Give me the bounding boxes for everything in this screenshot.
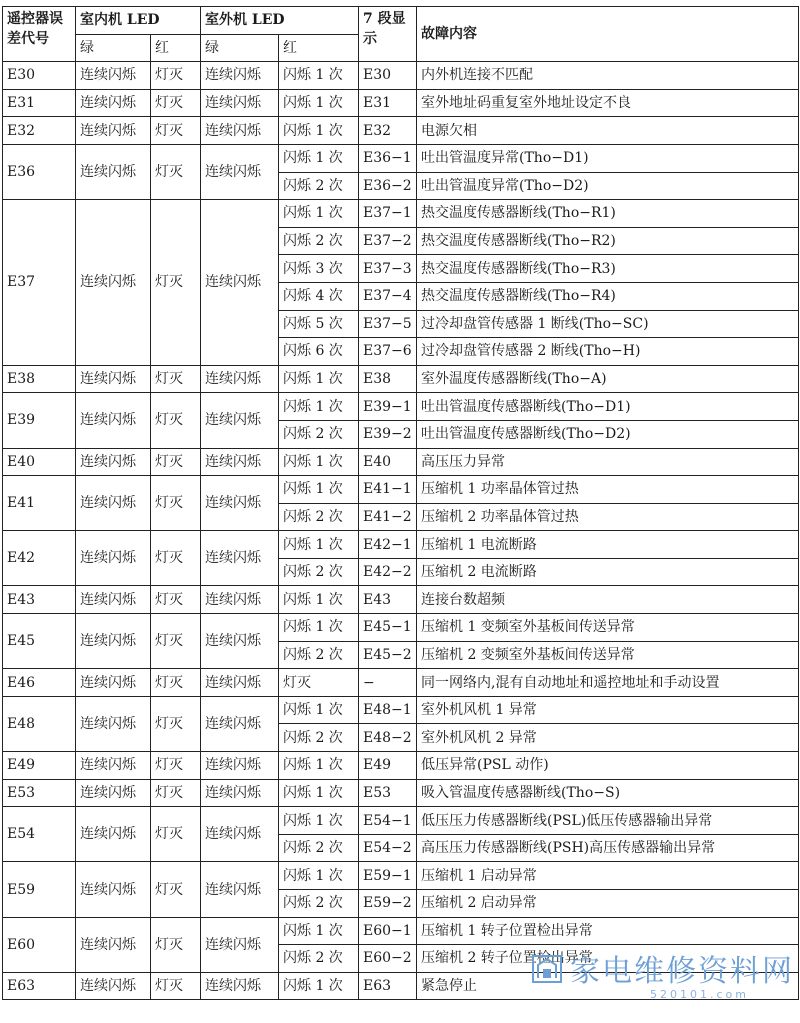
fault-desc-cell: 吐出管温度传感器断线(Tho−D1) <box>417 393 799 421</box>
outdoor-red-cell: 闪烁 2 次 <box>279 945 359 973</box>
seg-display-cell: E31 <box>359 89 417 117</box>
fault-desc-cell: 压缩机 2 转子位置检出异常 <box>417 945 799 973</box>
seg-display-cell: E54−2 <box>359 834 417 862</box>
outdoor-green-cell: 连续闪烁 <box>201 807 279 862</box>
table-row <box>3 365 799 393</box>
outdoor-red-cell: 闪烁 2 次 <box>279 834 359 862</box>
indoor-red-cell: 灯灭 <box>151 200 201 366</box>
indoor-green-cell: 连续闪烁 <box>76 531 151 586</box>
indoor-red-cell: 灯灭 <box>151 586 201 614</box>
seg-display-cell: E42−1 <box>359 531 417 559</box>
indoor-green-cell: 连续闪烁 <box>76 779 151 807</box>
outdoor-red-cell: 闪烁 1 次 <box>279 972 359 1000</box>
seg-display-cell: E45−1 <box>359 614 417 642</box>
seg-display-cell: E36−1 <box>359 144 417 172</box>
header-indoor-red: 红 <box>151 34 201 62</box>
error-code-cell: E53 <box>3 779 76 807</box>
seg-display-cell: E60−1 <box>359 917 417 945</box>
indoor-green-cell: 连续闪烁 <box>76 365 151 393</box>
indoor-green-cell: 连续闪烁 <box>76 862 151 917</box>
seg-display-cell: E32 <box>359 117 417 145</box>
header-outdoor-red: 红 <box>279 34 359 62</box>
table-row <box>3 62 799 90</box>
outdoor-red-cell: 闪烁 1 次 <box>279 696 359 724</box>
indoor-red-cell: 灯灭 <box>151 448 201 476</box>
header-outdoor-green: 绿 <box>201 34 279 62</box>
outdoor-red-cell: 闪烁 1 次 <box>279 62 359 90</box>
table-row <box>3 669 799 697</box>
header-fault: 故障内容 <box>417 7 799 62</box>
outdoor-red-cell: 闪烁 1 次 <box>279 779 359 807</box>
outdoor-green-cell: 连续闪烁 <box>201 586 279 614</box>
seg-display-cell: E37−1 <box>359 200 417 228</box>
error-code-cell: E63 <box>3 972 76 1000</box>
fault-desc-cell: 过冷却盘管传感器 1 断线(Tho−SC) <box>417 310 799 338</box>
outdoor-green-cell: 连续闪烁 <box>201 89 279 117</box>
outdoor-red-cell: 闪烁 1 次 <box>279 476 359 504</box>
seg-display-cell: E30 <box>359 62 417 90</box>
indoor-green-cell: 连续闪烁 <box>76 696 151 751</box>
seg-display-cell: E43 <box>359 586 417 614</box>
fault-desc-cell: 过冷却盘管传感器 2 断线(Tho−H) <box>417 338 799 366</box>
error-code-cell: E48 <box>3 696 76 751</box>
fault-desc-cell: 压缩机 2 变频室外基板间传送异常 <box>417 641 799 669</box>
fault-desc-cell: 高压压力传感器断线(PSH)高压传感器输出异常 <box>417 834 799 862</box>
outdoor-red-cell: 闪烁 2 次 <box>279 724 359 752</box>
fault-desc-cell: 吐出管温度异常(Tho−D2) <box>417 172 799 200</box>
outdoor-red-cell: 闪烁 5 次 <box>279 310 359 338</box>
table-row <box>3 807 799 835</box>
fault-desc-cell: 热交温度传感器断线(Tho−R3) <box>417 255 799 283</box>
seg-display-cell: E37−6 <box>359 338 417 366</box>
table-header <box>3 7 799 62</box>
table-row <box>3 779 799 807</box>
error-code-cell: E45 <box>3 614 76 669</box>
table-row <box>3 89 799 117</box>
table-row <box>3 144 799 172</box>
error-code-cell: E32 <box>3 117 76 145</box>
table-row <box>3 448 799 476</box>
indoor-red-cell: 灯灭 <box>151 89 201 117</box>
outdoor-red-cell: 闪烁 2 次 <box>279 227 359 255</box>
fault-desc-cell: 室外机风机 2 异常 <box>417 724 799 752</box>
fault-desc-cell: 热交温度传感器断线(Tho−R4) <box>417 282 799 310</box>
seg-display-cell: E36−2 <box>359 172 417 200</box>
seg-display-cell: E49 <box>359 752 417 780</box>
table-row <box>3 476 799 504</box>
outdoor-green-cell: 连续闪烁 <box>201 365 279 393</box>
seg-display-cell: − <box>359 669 417 697</box>
seg-display-cell: E39−2 <box>359 420 417 448</box>
header-outdoor-led: 室外机 LED <box>201 7 359 35</box>
watermark-url: 520101.com <box>650 988 749 1001</box>
indoor-red-cell: 灯灭 <box>151 779 201 807</box>
indoor-green-cell: 连续闪烁 <box>76 917 151 972</box>
table-row <box>3 393 799 421</box>
indoor-red-cell: 灯灭 <box>151 614 201 669</box>
error-code-cell: E46 <box>3 669 76 697</box>
table-body <box>3 62 799 1000</box>
indoor-red-cell: 灯灭 <box>151 752 201 780</box>
error-code-cell: E43 <box>3 586 76 614</box>
outdoor-red-cell: 闪烁 1 次 <box>279 117 359 145</box>
table-row <box>3 917 799 945</box>
indoor-red-cell: 灯灭 <box>151 531 201 586</box>
error-code-cell: E60 <box>3 917 76 972</box>
outdoor-green-cell: 连续闪烁 <box>201 200 279 366</box>
outdoor-red-cell: 闪烁 1 次 <box>279 807 359 835</box>
fault-desc-cell: 热交温度传感器断线(Tho−R1) <box>417 200 799 228</box>
error-code-cell: E41 <box>3 476 76 531</box>
indoor-red-cell: 灯灭 <box>151 476 201 531</box>
outdoor-green-cell: 连续闪烁 <box>201 972 279 1000</box>
outdoor-green-cell: 连续闪烁 <box>201 917 279 972</box>
outdoor-green-cell: 连续闪烁 <box>201 862 279 917</box>
fault-desc-cell: 同一网络内,混有自动地址和遥控地址和手动设置 <box>417 669 799 697</box>
table-row <box>3 531 799 559</box>
outdoor-red-cell: 闪烁 2 次 <box>279 558 359 586</box>
outdoor-green-cell: 连续闪烁 <box>201 62 279 90</box>
fault-desc-cell: 电源欠相 <box>417 117 799 145</box>
outdoor-green-cell: 连续闪烁 <box>201 614 279 669</box>
seg-display-cell: E37−5 <box>359 310 417 338</box>
table-row <box>3 586 799 614</box>
seg-display-cell: E54−1 <box>359 807 417 835</box>
indoor-red-cell: 灯灭 <box>151 62 201 90</box>
error-code-cell: E42 <box>3 531 76 586</box>
seg-display-cell: E37−2 <box>359 227 417 255</box>
fault-desc-cell: 内外机连接不匹配 <box>417 62 799 90</box>
table-row <box>3 862 799 890</box>
outdoor-green-cell: 连续闪烁 <box>201 393 279 448</box>
outdoor-red-cell: 闪烁 2 次 <box>279 420 359 448</box>
seg-display-cell: E63 <box>359 972 417 1000</box>
table-row <box>3 752 799 780</box>
indoor-green-cell: 连续闪烁 <box>76 62 151 90</box>
indoor-red-cell: 灯灭 <box>151 917 201 972</box>
outdoor-red-cell: 闪烁 1 次 <box>279 144 359 172</box>
fault-desc-cell: 室外机风机 1 异常 <box>417 696 799 724</box>
indoor-green-cell: 连续闪烁 <box>76 614 151 669</box>
fault-desc-cell: 连接台数超频 <box>417 586 799 614</box>
fault-desc-cell: 压缩机 2 启动异常 <box>417 890 799 918</box>
outdoor-red-cell: 闪烁 2 次 <box>279 641 359 669</box>
outdoor-red-cell: 闪烁 1 次 <box>279 531 359 559</box>
seg-display-cell: E38 <box>359 365 417 393</box>
outdoor-red-cell: 闪烁 2 次 <box>279 172 359 200</box>
table-row <box>3 972 799 1000</box>
fault-desc-cell: 压缩机 1 变频室外基板间传送异常 <box>417 614 799 642</box>
error-code-cell: E31 <box>3 89 76 117</box>
fault-desc-cell: 紧急停止 <box>417 972 799 1000</box>
outdoor-green-cell: 连续闪烁 <box>201 117 279 145</box>
outdoor-green-cell: 连续闪烁 <box>201 669 279 697</box>
indoor-green-cell: 连续闪烁 <box>76 669 151 697</box>
indoor-red-cell: 灯灭 <box>151 696 201 751</box>
error-code-cell: E30 <box>3 62 76 90</box>
outdoor-red-cell: 闪烁 1 次 <box>279 365 359 393</box>
seg-display-cell: E48−1 <box>359 696 417 724</box>
indoor-green-cell: 连续闪烁 <box>76 144 151 199</box>
indoor-green-cell: 连续闪烁 <box>76 448 151 476</box>
seg-display-cell: E48−2 <box>359 724 417 752</box>
seg-display-cell: E37−3 <box>359 255 417 283</box>
outdoor-red-cell: 闪烁 1 次 <box>279 752 359 780</box>
outdoor-red-cell: 闪烁 3 次 <box>279 255 359 283</box>
header-indoor-green: 绿 <box>76 34 151 62</box>
seg-display-cell: E37−4 <box>359 282 417 310</box>
seg-display-cell: E59−1 <box>359 862 417 890</box>
outdoor-green-cell: 连续闪烁 <box>201 779 279 807</box>
outdoor-red-cell: 闪烁 1 次 <box>279 393 359 421</box>
error-code-cell: E38 <box>3 365 76 393</box>
indoor-green-cell: 连续闪烁 <box>76 752 151 780</box>
indoor-red-cell: 灯灭 <box>151 972 201 1000</box>
fault-desc-cell: 吐出管温度传感器断线(Tho−D2) <box>417 420 799 448</box>
fault-desc-cell: 压缩机 1 功率晶体管过热 <box>417 476 799 504</box>
error-code-cell: E59 <box>3 862 76 917</box>
fault-desc-cell: 吐出管温度异常(Tho−D1) <box>417 144 799 172</box>
header-seg-display: 7 段显示 <box>359 7 417 62</box>
fault-desc-cell: 压缩机 2 电流断路 <box>417 558 799 586</box>
indoor-red-cell: 灯灭 <box>151 862 201 917</box>
indoor-green-cell: 连续闪烁 <box>76 89 151 117</box>
outdoor-red-cell: 闪烁 1 次 <box>279 614 359 642</box>
fault-desc-cell: 压缩机 1 转子位置检出异常 <box>417 917 799 945</box>
fault-desc-cell: 压缩机 1 电流断路 <box>417 531 799 559</box>
indoor-red-cell: 灯灭 <box>151 807 201 862</box>
outdoor-red-cell: 闪烁 2 次 <box>279 503 359 531</box>
outdoor-red-cell: 闪烁 1 次 <box>279 862 359 890</box>
fault-desc-cell: 压缩机 1 启动异常 <box>417 862 799 890</box>
table-row <box>3 614 799 642</box>
outdoor-red-cell: 闪烁 1 次 <box>279 200 359 228</box>
header-indoor-led: 室内机 LED <box>76 7 201 35</box>
fault-desc-cell: 低压异常(PSL 动作) <box>417 752 799 780</box>
outdoor-red-cell: 闪烁 4 次 <box>279 282 359 310</box>
seg-display-cell: E59−2 <box>359 890 417 918</box>
outdoor-red-cell: 闪烁 2 次 <box>279 890 359 918</box>
fault-desc-cell: 室外地址码重复室外地址设定不良 <box>417 89 799 117</box>
outdoor-red-cell: 灯灭 <box>279 669 359 697</box>
indoor-red-cell: 灯灭 <box>151 365 201 393</box>
seg-display-cell: E60−2 <box>359 945 417 973</box>
error-code-cell: E36 <box>3 144 76 199</box>
seg-display-cell: E41−1 <box>359 476 417 504</box>
fault-desc-cell: 压缩机 2 功率晶体管过热 <box>417 503 799 531</box>
watermark-text: 家电维修资料网 <box>570 954 794 989</box>
seg-display-cell: E45−2 <box>359 641 417 669</box>
indoor-green-cell: 连续闪烁 <box>76 476 151 531</box>
table-row <box>3 117 799 145</box>
seg-display-cell: E42−2 <box>359 558 417 586</box>
error-code-cell: E49 <box>3 752 76 780</box>
indoor-green-cell: 连续闪烁 <box>76 807 151 862</box>
fault-desc-cell: 低压压力传感器断线(PSL)低压传感器输出异常 <box>417 807 799 835</box>
outdoor-red-cell: 闪烁 1 次 <box>279 917 359 945</box>
error-code-cell: E39 <box>3 393 76 448</box>
indoor-green-cell: 连续闪烁 <box>76 117 151 145</box>
seg-display-cell: E39−1 <box>359 393 417 421</box>
indoor-red-cell: 灯灭 <box>151 144 201 199</box>
indoor-green-cell: 连续闪烁 <box>76 972 151 1000</box>
indoor-red-cell: 灯灭 <box>151 669 201 697</box>
indoor-green-cell: 连续闪烁 <box>76 586 151 614</box>
error-code-cell: E54 <box>3 807 76 862</box>
outdoor-red-cell: 闪烁 1 次 <box>279 448 359 476</box>
fault-desc-cell: 室外温度传感器断线(Tho−A) <box>417 365 799 393</box>
indoor-red-cell: 灯灭 <box>151 393 201 448</box>
indoor-green-cell: 连续闪烁 <box>76 200 151 366</box>
outdoor-green-cell: 连续闪烁 <box>201 448 279 476</box>
outdoor-green-cell: 连续闪烁 <box>201 531 279 586</box>
fault-desc-cell: 热交温度传感器断线(Tho−R2) <box>417 227 799 255</box>
outdoor-red-cell: 闪烁 1 次 <box>279 586 359 614</box>
outdoor-red-cell: 闪烁 6 次 <box>279 338 359 366</box>
table-row <box>3 696 799 724</box>
outdoor-green-cell: 连续闪烁 <box>201 476 279 531</box>
fault-code-table <box>2 6 799 1000</box>
seg-display-cell: E41−2 <box>359 503 417 531</box>
seg-display-cell: E53 <box>359 779 417 807</box>
header-remote-code: 遥控器误差代号 <box>3 7 76 62</box>
outdoor-green-cell: 连续闪烁 <box>201 696 279 751</box>
seg-display-cell: E40 <box>359 448 417 476</box>
fault-desc-cell: 高压压力异常 <box>417 448 799 476</box>
outdoor-green-cell: 连续闪烁 <box>201 752 279 780</box>
fault-desc-cell: 吸入管温度传感器断线(Tho−S) <box>417 779 799 807</box>
indoor-green-cell: 连续闪烁 <box>76 393 151 448</box>
error-code-cell: E40 <box>3 448 76 476</box>
error-code-cell: E37 <box>3 200 76 366</box>
table-row <box>3 200 799 228</box>
outdoor-red-cell: 闪烁 1 次 <box>279 89 359 117</box>
indoor-red-cell: 灯灭 <box>151 117 201 145</box>
outdoor-green-cell: 连续闪烁 <box>201 144 279 199</box>
